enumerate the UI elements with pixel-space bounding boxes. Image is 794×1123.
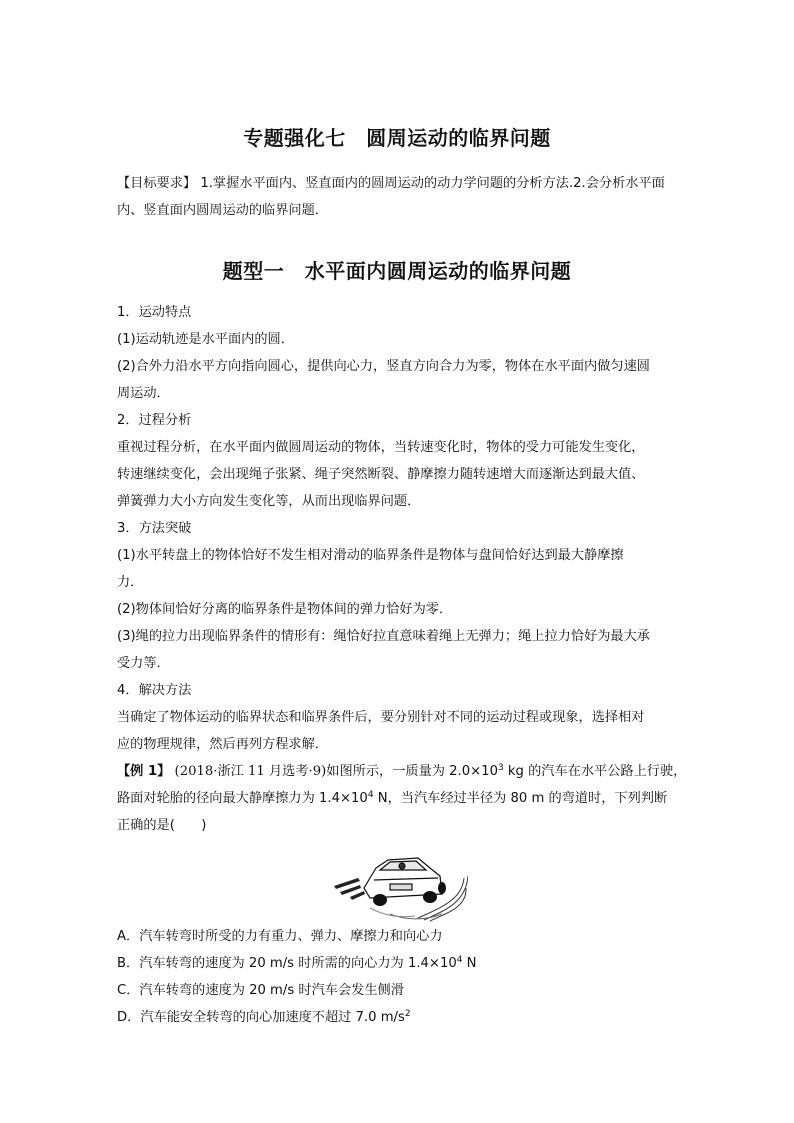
example-text-1a: 如图所示，一质量为 2.0×10 (326, 764, 498, 779)
option-b-unit: N (462, 956, 477, 971)
example-exp-2: 4 (367, 790, 374, 800)
option-b-exp: 4 (456, 955, 463, 965)
paragraph-6a: (3)绳的拉力出现临界条件的情形有：绳恰好拉直意味着绳上无弹力；绳上拉力恰好为最大承 (117, 629, 650, 644)
paragraph-7b: 应的物理规律，然后再列方程求解． (117, 737, 328, 752)
heading-3: 3．方法突破 (117, 521, 192, 536)
options-block (117, 923, 677, 1031)
page-title: 专题强化七 圆周运动的临界问题 (243, 126, 551, 150)
objective-block (117, 170, 677, 224)
objective-text-1: 1.掌握水平面内、竖直面内的圆周运动的动力学问题的分析方法.2.会分析水平面 (200, 176, 665, 191)
option-b (117, 950, 677, 977)
heading-4: 4．解决方法 (117, 683, 192, 698)
example-text-2a: 路面对轮胎的径向最大静摩擦力为 1.4×10 (117, 791, 368, 806)
paragraph-5: (2)物体间恰好分离的临界条件是物体间的弹力恰好为零． (117, 602, 453, 617)
option-d-text: D．汽车能安全转弯的向心加速度不超过 7.0 m/s (117, 1010, 405, 1025)
paragraph-3c: 弹簧弹力大小方向发生变化等，从而出现临界问题． (117, 494, 421, 509)
paragraph-3a: 重视过程分析，在水平面内做圆周运动的物体，当转速变化时，物体的受力可能发生变化， (117, 440, 645, 455)
heading-1: 1．运动特点 (117, 305, 192, 320)
option-d (117, 1004, 677, 1031)
paragraph-4b: 力． (117, 575, 144, 590)
paragraph-6b: 受力等． (117, 656, 170, 671)
option-c: C．汽车转弯的速度为 20 m/s 时汽车会发生侧滑 (117, 983, 404, 998)
option-d-exp: 2 (404, 1009, 411, 1019)
paragraph-1: (1)运动轨迹是水平面内的圆． (117, 332, 294, 347)
objective-line-1 (117, 170, 677, 197)
example-text-1b: kg 的汽车在水平公路上行驶， (503, 764, 687, 779)
section-title: 题型一 水平面内圆周运动的临界问题 (222, 259, 572, 283)
heading-2: 2．过程分析 (117, 413, 192, 428)
example-exp-1: 3 (497, 763, 504, 773)
objective-tag: 【目标要求】 (117, 176, 197, 191)
paragraph-7a: 当确定了物体运动的临界状态和临界条件后，要分别针对不同的运动过程或现象，选择相对 (117, 710, 645, 725)
example-line-2 (117, 785, 677, 812)
objective-line-2: 内、竖直面内圆周运动的临界问题． (117, 203, 328, 218)
paragraph-3b: 转速继续变化，会出现绳子张紧、绳子突然断裂、静摩擦力随转速增大而逐渐达到最大值、 (117, 467, 645, 482)
option-b-text: B．汽车转弯的速度为 20 m/s 时所需的向心力为 1.4×10 (117, 956, 457, 971)
example-text-2b: N，当汽车经过半径为 80 m 的弯道时，下列判断 (373, 791, 668, 806)
option-a: A．汽车转弯时所受的力有重力、弹力、摩擦力和向心力 (117, 929, 443, 944)
example-tag: 【例 1】 (117, 764, 171, 779)
example-line-1 (117, 758, 687, 785)
example-source: (2018·浙江 11 月选考·9) (174, 764, 327, 779)
paragraph-4a: (1)水平转盘上的物体恰好不发生相对滑动的临界条件是物体与盘间恰好达到最大静摩擦 (117, 548, 624, 563)
paragraph-2a: (2)合外力沿水平方向指向圆心，提供向心力，竖直方向合力为零，物体在水平面内做匀速圆 (117, 359, 650, 374)
example-line-3: 正确的是( ) (117, 818, 207, 833)
content-block (117, 299, 687, 839)
paragraph-2b: 周运动． (117, 386, 170, 401)
car-turning-illustration (330, 848, 468, 922)
